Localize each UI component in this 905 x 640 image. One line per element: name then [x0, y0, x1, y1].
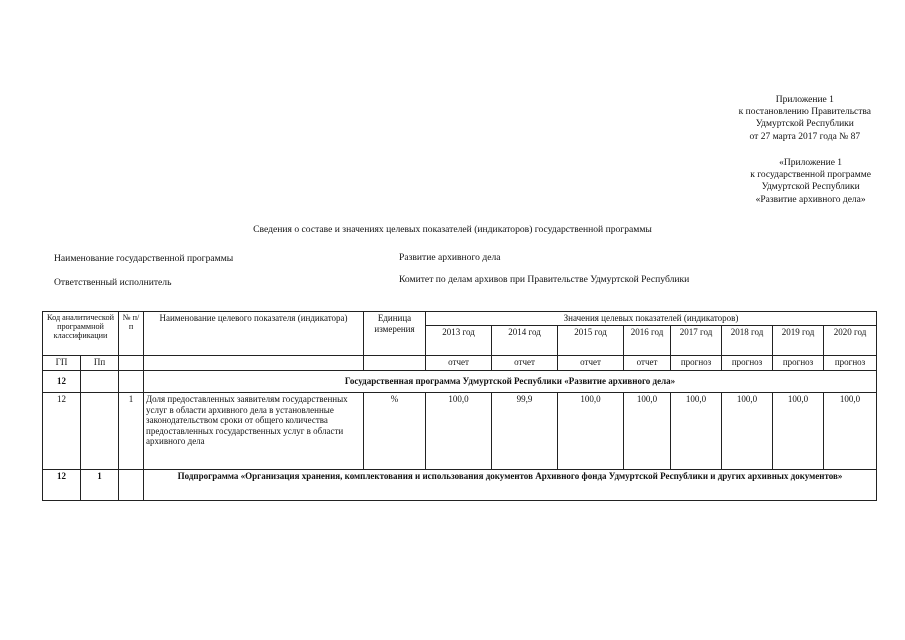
value-cell: 100,0 [671, 393, 722, 470]
table-row [43, 470, 877, 501]
table-row [43, 393, 877, 470]
header-kind-cell: отчет [558, 356, 624, 371]
header-code-cell: Код аналитической программной классификации [43, 312, 119, 356]
appendix-line: от 27 марта 2017 года № 87 [749, 131, 861, 142]
header-kind-cell: отчет [624, 356, 671, 371]
gp-code-cell: 12 [43, 371, 81, 393]
value-cell: 99,9 [492, 393, 558, 470]
header-unit-cell: Единица измерения [364, 312, 426, 356]
header-year-cell: 2013 год [426, 326, 492, 356]
gp-code-cell: 12 [43, 470, 81, 501]
row-number-cell: 1 [119, 393, 144, 470]
subprogram-title-cell: Подпрограмма «Организация хранения, комплектования и использования документов Архивного фонда Удмуртской Республики и других архивных документов» [144, 470, 877, 501]
value-cell: 100,0 [824, 393, 877, 470]
header-kind-cell: прогноз [773, 356, 824, 371]
document-title: Сведения о составе и значениях целевых показателей (индикаторов) государственной программы [253, 224, 652, 235]
appendix-line: к постановлению Правительства [738, 107, 871, 118]
header-year-cell: 2020 год [824, 326, 877, 356]
empty-cell [364, 356, 426, 371]
value-cell: 100,0 [624, 393, 671, 470]
appendix-line: к государственной программе [750, 170, 871, 181]
appendix-line: «Развитие архивного дела» [755, 194, 866, 205]
header-year-cell: 2014 год [492, 326, 558, 356]
appendix-block-program [750, 157, 871, 206]
indicators-table [42, 311, 877, 501]
unit-cell: % [364, 393, 426, 470]
header-year-cell: 2019 год [773, 326, 824, 356]
header-kind-cell: прогноз [824, 356, 877, 371]
empty-cell [119, 356, 144, 371]
header-indicator-name-cell: Наименование целевого показателя (индикатора) [144, 312, 364, 356]
header-number-cell: № п/п [119, 312, 144, 356]
pp-code-cell [81, 393, 119, 470]
appendix-block-decree [739, 94, 871, 143]
header-year-cell: 2018 год [722, 326, 773, 356]
table-row [43, 371, 877, 393]
empty-cell [119, 470, 144, 501]
value-cell: 100,0 [426, 393, 492, 470]
header-year-cell: 2017 год [671, 326, 722, 356]
program-title-cell: Государственная программа Удмуртской Республики «Развитие архивного дела» [144, 371, 877, 393]
value-cell: 100,0 [773, 393, 824, 470]
header-kind-cell: прогноз [671, 356, 722, 371]
header-kind-cell: прогноз [722, 356, 773, 371]
appendix-line: «Приложение 1 [779, 158, 843, 168]
header-values-cell: Значения целевых показателей (индикаторов) [426, 312, 877, 326]
pp-code-cell: 1 [81, 470, 119, 501]
appendix-line: Удмуртской Республики [755, 119, 854, 130]
gp-code-cell: 12 [43, 393, 81, 470]
program-name-label: Наименование государственной программы [54, 253, 234, 264]
header-year-cell: 2016 год [624, 326, 671, 356]
header-kind-cell: отчет [426, 356, 492, 371]
empty-cell [144, 356, 364, 371]
value-cell: 100,0 [558, 393, 624, 470]
empty-cell [81, 371, 119, 393]
program-name-value: Развитие архивного дела [399, 252, 501, 263]
header-year-cell: 2015 год [558, 326, 624, 356]
header-kind-cell: отчет [492, 356, 558, 371]
header-gp-cell: ГП [43, 356, 81, 371]
value-cell: 100,0 [722, 393, 773, 470]
appendix-line: Приложение 1 [775, 95, 834, 105]
header-pp-cell: Пп [81, 356, 119, 371]
responsible-executor-label: Ответственный исполнитель [54, 277, 172, 288]
appendix-line: Удмуртской Республики [761, 182, 860, 193]
empty-cell [119, 371, 144, 393]
indicator-name-cell: Доля предоставленных заявителям государственных услуг в области архивного дела в установленные законодательством сроки от общего количества предоставленных государственных услуг в области архивного дела [144, 393, 364, 470]
responsible-executor-value: Комитет по делам архивов при Правительстве Удмуртской Республики [399, 274, 690, 285]
